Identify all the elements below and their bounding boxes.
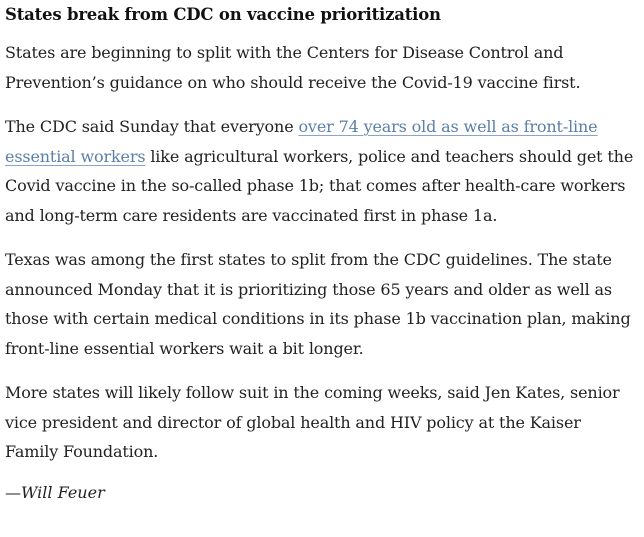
paragraph-2-text-end: like agricultural workers, police and teachers should get the Covid vaccine in the so-called phase 1b; that comes after health-care workers and long-term care residents are vaccinated first in phase 1a.: [5, 146, 634, 225]
paragraph-4: More states will likely follow suit in the coming weeks, said Jen Kates, senior vice president and director of global health and HIV policy at the Kaiser Family Foundation.: [5, 383, 620, 461]
cdc-guidance-link[interactable]: over 74 years old as well as front-line essential workers: [5, 117, 598, 166]
article-headline: States break from CDC on vaccine prioritization: [5, 5, 441, 24]
paragraph-2-text-start: The CDC said Sunday that everyone: [5, 117, 299, 136]
paragraph-2: [5, 112, 635, 230]
paragraph-3: Texas was among the first states to split from the CDC guidelines. The state announced Monday that it is prioritizing those 65 years and older as well as those with certain medical conditions in its phase 1b vaccination plan, making front-line essential workers wait a bit longer.: [5, 250, 631, 358]
article-body: [5, 0, 635, 505]
paragraph-1: States are beginning to split with the Centers for Disease Control and Prevention’s guidance on who should receive the Covid-19 vaccine first.: [5, 43, 581, 92]
author-byline: —Will Feuer: [5, 482, 105, 502]
